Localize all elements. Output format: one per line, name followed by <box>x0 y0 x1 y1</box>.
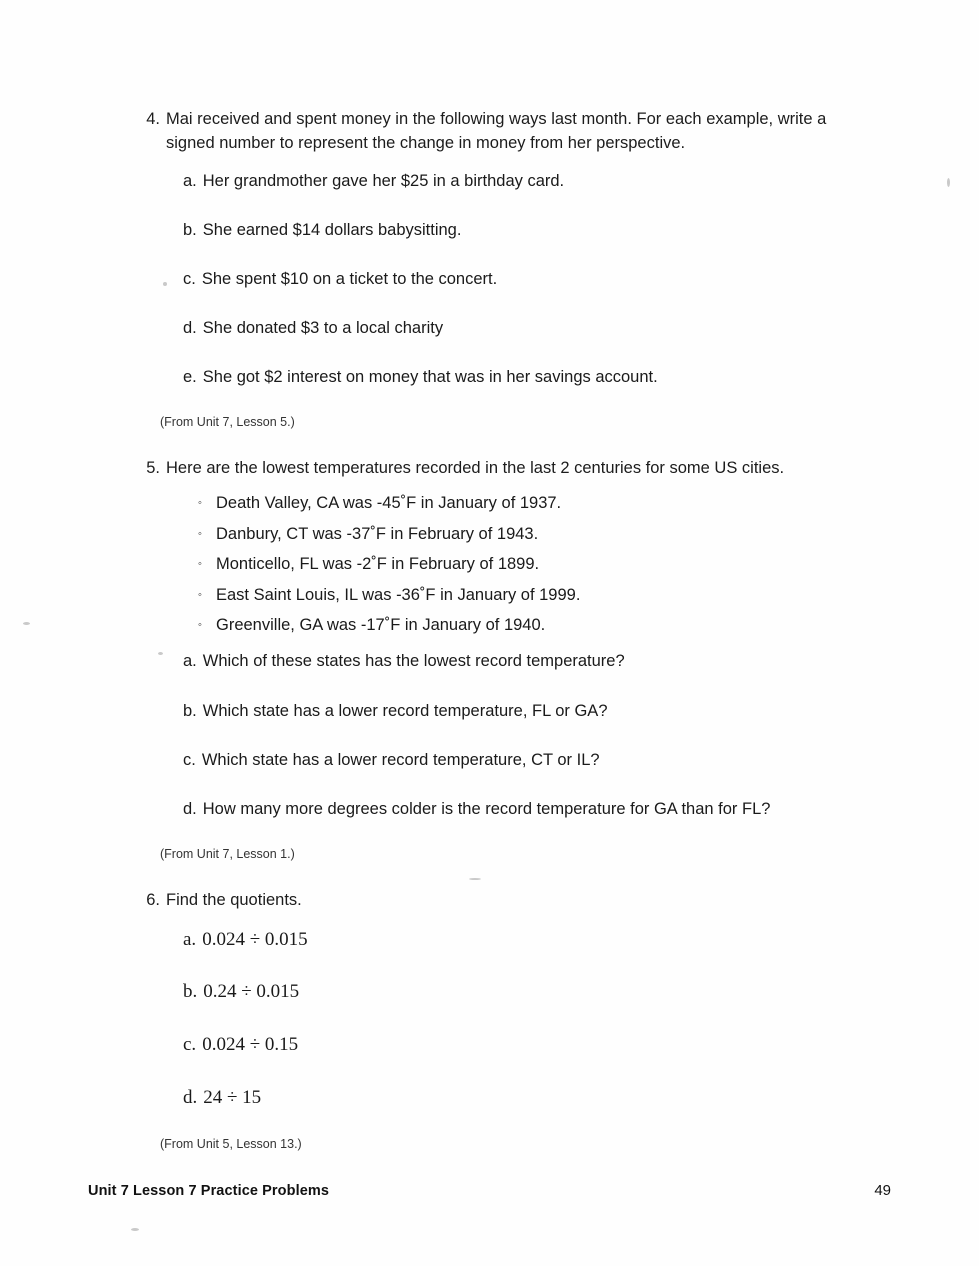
part-expression: 0.024 ÷ 0.15 <box>202 1033 299 1055</box>
bullet-icon: ◦ <box>198 497 202 510</box>
list-item-text: Greenville, GA was -17˚F in January of 1940. <box>216 615 546 634</box>
problem-4-part-c <box>138 268 868 291</box>
problem-4-part-d <box>138 317 868 340</box>
part-letter: b. <box>183 220 197 239</box>
part-letter: d. <box>183 319 197 338</box>
problem-6-part-b <box>138 979 868 1006</box>
part-expression: 0.24 ÷ 0.015 <box>203 981 300 1003</box>
problem-4-part-e <box>138 366 868 389</box>
list-item <box>198 493 868 514</box>
problem-4-parts <box>138 170 868 389</box>
problem-5 <box>138 457 868 860</box>
list-item-text: East Saint Louis, IL was -36˚F in January of 1999. <box>216 585 581 604</box>
part-text: Her grandmother gave her $25 in a birthday card. <box>202 171 565 190</box>
part-letter: a. <box>183 928 197 950</box>
part-letter: c. <box>183 1033 197 1055</box>
problem-6-parts <box>138 927 868 1111</box>
part-letter: e. <box>183 368 197 387</box>
part-letter: a. <box>183 171 197 190</box>
problem-6-number: 6. <box>146 890 160 909</box>
problem-4-text: Mai received and spent money in the following ways last month. For each example, write a signed number to represent the change in money from her perspective. <box>166 110 827 152</box>
problem-5-stem <box>138 457 868 481</box>
problem-6 <box>138 889 868 1151</box>
page-content <box>138 108 868 1179</box>
problem-5-text: Here are the lowest temperatures recorded in the last 2 centuries for some US cities. <box>166 459 785 478</box>
scan-artifact <box>131 1228 139 1231</box>
part-text: Which state has a lower record temperature, CT or IL? <box>201 750 600 769</box>
problem-5-part-c <box>138 749 868 772</box>
list-item <box>198 554 868 575</box>
bullet-icon: ◦ <box>198 558 202 571</box>
problem-6-text: Find the quotients. <box>166 890 302 909</box>
part-text: Which of these states has the lowest record temperature? <box>202 652 625 671</box>
part-text: She earned $14 dollars babysitting. <box>202 220 462 239</box>
list-item-text: Death Valley, CA was -45˚F in January of 1937. <box>216 494 562 513</box>
part-expression: 0.024 ÷ 0.015 <box>202 928 308 950</box>
problem-5-attribution: (From Unit 7, Lesson 1.) <box>160 846 295 861</box>
part-letter: b. <box>183 701 197 720</box>
part-text: She got $2 interest on money that was in her savings account. <box>202 368 658 387</box>
problem-6-stem <box>138 889 868 913</box>
list-item-text: Danbury, CT was -37˚F in February of 1943. <box>216 524 539 543</box>
problem-6-attribution: (From Unit 5, Lesson 13.) <box>160 1137 302 1152</box>
part-text: Which state has a lower record temperature, FL or GA? <box>202 701 608 720</box>
problem-4-part-b <box>138 219 868 242</box>
footer-page-number: 49 <box>874 1182 891 1199</box>
problem-6-part-c <box>138 1032 868 1059</box>
part-text: She donated $3 to a local charity <box>202 319 444 338</box>
page-footer <box>88 1182 891 1199</box>
part-expression: 24 ÷ 15 <box>203 1086 262 1108</box>
bullet-icon: ◦ <box>198 588 202 601</box>
scan-artifact <box>947 178 950 187</box>
list-item <box>198 524 868 545</box>
part-letter: c. <box>183 750 196 769</box>
problem-5-part-d <box>138 798 868 821</box>
problem-5-part-a <box>138 650 868 673</box>
part-letter: b. <box>183 981 198 1003</box>
part-letter: a. <box>183 652 197 671</box>
problem-4-part-a <box>138 170 868 193</box>
scan-artifact <box>23 622 30 625</box>
bullet-icon: ◦ <box>198 527 202 540</box>
problem-5-number: 5. <box>146 459 160 478</box>
part-letter: c. <box>183 270 196 289</box>
part-text: She spent $10 on a ticket to the concert. <box>201 270 498 289</box>
problem-4-number: 4. <box>146 110 160 128</box>
problem-4-attribution: (From Unit 7, Lesson 5.) <box>160 415 295 430</box>
part-letter: d. <box>183 1086 198 1108</box>
problem-4 <box>138 108 868 429</box>
list-item-text: Monticello, FL was -2˚F in February of 1899. <box>216 555 540 574</box>
list-item <box>198 585 868 606</box>
list-item <box>198 615 868 636</box>
problem-5-part-b <box>138 700 868 723</box>
problem-6-part-d <box>138 1085 868 1112</box>
bullet-icon: ◦ <box>198 618 202 631</box>
footer-title: Unit 7 Lesson 7 Practice Problems <box>88 1183 330 1199</box>
part-text: How many more degrees colder is the record temperature for GA than for FL? <box>202 799 771 818</box>
problem-6-part-a <box>138 927 868 954</box>
part-letter: d. <box>183 799 197 818</box>
problem-5-city-list <box>138 493 868 636</box>
problem-5-parts <box>138 650 868 820</box>
problem-4-stem <box>138 108 868 156</box>
